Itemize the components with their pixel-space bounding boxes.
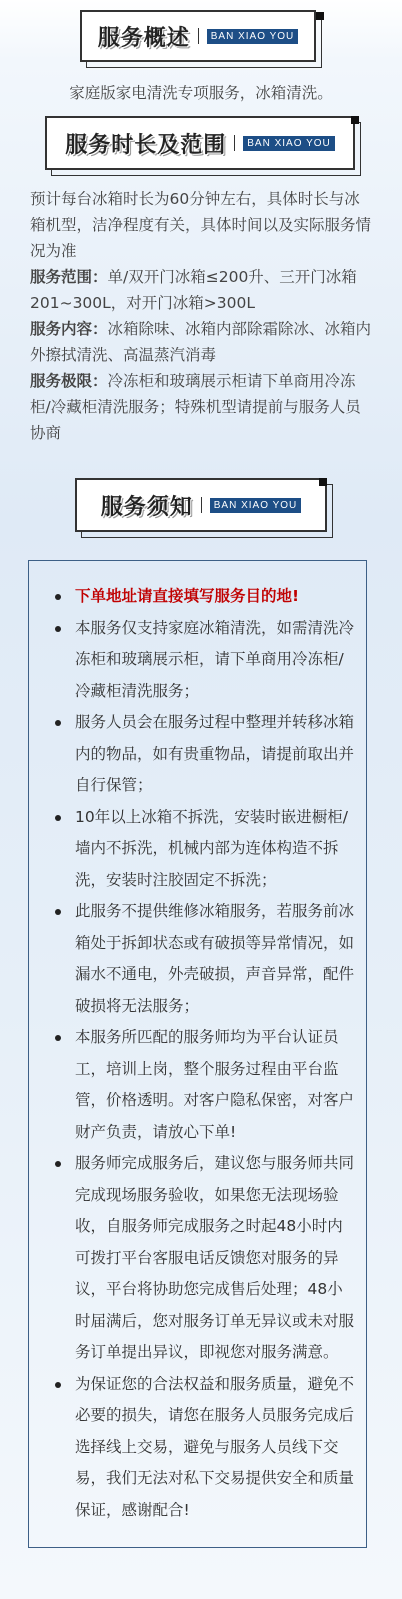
list-item: 服务师完成服务后，建议您与服务师共同完成现场服务验收，如果您无法现场验收，自服务师完成服务之时起48小时内可拨打平台客服电话反馈您对服务的异议，平台将协助您完成售后处理；48小时届满后，您对服务订单无异议或未对服务订单提出异议，即视您对服务满意。 bbox=[43, 1148, 358, 1369]
notice-list bbox=[29, 561, 366, 1526]
list-item: 本服务所匹配的服务师均为平台认证员工，培训上岗，整个服务过程由平台监管，价格透明。对客户隐私保密，对客户财产负责，请放心下单! bbox=[43, 1022, 358, 1148]
divider bbox=[201, 497, 202, 513]
duration-info bbox=[30, 186, 375, 446]
corner-square-icon bbox=[319, 478, 327, 486]
list-item: 此服务不提供维修冰箱服务，若服务前冰箱处于拆卸状态或有破损等异常情况，如漏水不通电，外壳破损，声音异常，配件破损将无法服务； bbox=[43, 896, 358, 1022]
scope-text: 单/双开门冰箱≤200升、三开门冰箱201~300L，对开门冰箱>300L bbox=[30, 268, 357, 312]
list-item: 为保证您的合法权益和服务质量，避免不必要的损失，请您在服务人员服务完成后选择线上交易，避免与服务人员线下交易，我们无法对私下交易提供安全和质量保证，感谢配合! bbox=[43, 1369, 358, 1527]
limit-line bbox=[30, 368, 375, 446]
corner-square-icon bbox=[316, 12, 324, 20]
list-item: 本服务仅支持家庭冰箱清洗，如需清洗冷冻柜和玻璃展示柜，请下单商用冷冻柜/冷藏柜清洗服务； bbox=[43, 613, 358, 708]
corner-square-icon bbox=[351, 116, 359, 124]
brand-tag: BAN XIAO YOU bbox=[207, 29, 299, 44]
limit-label: 服务极限： bbox=[30, 372, 108, 390]
content-text: 冰箱除味、冰箱内部除霜除冰、冰箱内外擦拭清洗、高温蒸汽消毒 bbox=[30, 320, 372, 364]
list-item: 下单地址请直接填写服务目的地! bbox=[43, 581, 358, 613]
divider bbox=[234, 135, 235, 151]
brand-tag: BAN XIAO YOU bbox=[243, 136, 335, 151]
duration-text: 预计每台冰箱时长为60分钟左右，具体时长与冰箱机型，洁净程度有关，具体时间以及实际服务情况为准 bbox=[30, 190, 372, 260]
content-line bbox=[30, 316, 375, 368]
scope-line bbox=[30, 264, 375, 316]
limit-text: 冷冻柜和玻璃展示柜请下单商用冷冻柜/冷藏柜清洗服务；特殊机型请提前与服务人员协商 bbox=[30, 372, 361, 442]
brand-tag: BAN XIAO YOU bbox=[210, 498, 302, 513]
section-header-overview bbox=[80, 10, 322, 68]
section-header-duration bbox=[45, 116, 360, 174]
divider bbox=[198, 28, 199, 44]
section-header-notice bbox=[75, 478, 331, 536]
content-label: 服务内容： bbox=[30, 320, 108, 338]
section-title: 服务概述 bbox=[97, 25, 190, 51]
section-title: 服务须知 bbox=[100, 494, 193, 520]
notice-panel bbox=[28, 560, 367, 1548]
section-title: 服务时长及范围 bbox=[65, 132, 227, 158]
list-item: 服务人员会在服务过程中整理并转移冰箱内的物品，如有贵重物品，请提前取出并自行保管； bbox=[43, 707, 358, 802]
list-item: 10年以上冰箱不拆洗，安装时嵌进橱柜/墙内不拆洗，机械内部为连体构造不拆洗，安装时注胶固定不拆洗； bbox=[43, 802, 358, 897]
overview-text: 家庭版家电清洗专项服务，冰箱清洗。 bbox=[69, 84, 333, 102]
scope-label: 服务范围： bbox=[30, 268, 108, 286]
